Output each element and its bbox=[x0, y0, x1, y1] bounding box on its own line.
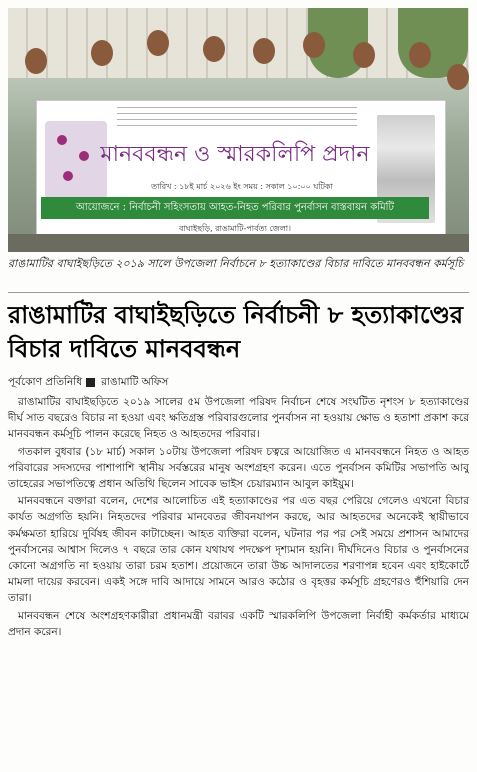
paragraph: মানববন্ধনে বক্তারা বলেন, দেশের আলোচিত এই হত্যাকাণ্ডের পর এত বছর পেরিয়ে গেলেও এখনো বিচার কার্যত অগ্রগতি হয়নি। নিহতদের পরিবার মানবেতর জীবনযাপন করছে, আর আহতদের অনেকেই স্থায়ীভাবে কর্মক্ষমতা হারিয়ে দুর্বিষহ জীবন কাটাচ্ছেন। আহত ব্যক্তিরা বলেন, ঘটনার পর পর সেই সময়ে প্রশাসন আমাদের পুনর্বাসনের আশ্বাস দিলেও ৭ বছরে তার কোন যথাযথ পদক্ষেপ দৃশ্যমান হয়নি। দীর্ঘদিনেও বিচার ও পুনর্বাসনের কোনো অগ্রগতি না হওয়ায় তারা চরম হতাশ। প্রয়োজনে তারা উচ্চ আদালতের শরণাপন্ন হবেন এবং হাইকোর্টে মামলা দায়ের করবেন। একই সঙ্গে দাবি আদায়ে সামনে আরও কঠোর ও বৃহত্তর কর্মসূচি গ্রহণেরও হুঁশিয়ারি দেন তারা। bbox=[8, 495, 469, 605]
banner-place: বাঘাইছড়ি, রাঙামাটি-পার্বত্য জেলা। bbox=[179, 224, 291, 233]
banner-header-text bbox=[117, 107, 357, 129]
paragraph: মানববন্ধন শেষে অংশগ্রহণকারীরা প্রধানমন্ত্রী বরাবর একটি স্মারকলিপি উপজেলা নির্বাহী কর্মকর্তার মাধ্যমে প্রদান করেন। bbox=[8, 609, 469, 638]
banner-date: তারিখ : ১৮ই মার্চ ২০২৬ ইং সময় : সকাল ১০:০০ ঘটিকা bbox=[151, 182, 333, 191]
paragraph: গতকাল বুধবার (১৮ মার্চ) সকাল ১০টায় উপজেলা পরিষদ চত্বরে আয়োজিত এ মানববন্ধনে নিহত ও আহত পরিবারের সদস্যদের পাশাপাশি স্থানীয় সর্বস্তরের মানুষ অংশগ্রহণ করেন। এতে পুনর্বাসন কমিটির সভাপতি আবু তাহেরের সভাপতিত্বে প্রধান অতিথি ছিলেন সাবেক ভাইস চেয়ারম্যান আবুল কাইয়ুম। bbox=[8, 445, 469, 491]
banner-artwork bbox=[45, 121, 107, 199]
photo-caption: রাঙামাটির বাঘাইছড়িতে ২০১৯ সালে উপজেলা নির্বাচনে ৮ হত্যাকাণ্ডের বিচার দাবিতে মানববন্ধন কর্মসূচি bbox=[8, 257, 464, 270]
reporter: পূর্বকোণ প্রতিনিধি bbox=[8, 376, 83, 388]
rally-photo bbox=[8, 8, 469, 252]
rally-banner bbox=[36, 100, 446, 244]
banner-title: মানববন্ধন ও স্মারকলিপি প্রদান bbox=[100, 142, 370, 167]
headline: রাঙামাটির বাঘাইছড়িতে নির্বাচনী ৮ হত্যাকাণ্ডের বিচার দাবিতে মানববন্ধন bbox=[8, 301, 464, 363]
article-body bbox=[8, 394, 469, 641]
divider bbox=[8, 292, 469, 293]
ground bbox=[8, 234, 469, 252]
office: রাঙামাটি অফিস bbox=[101, 376, 169, 388]
paragraph: রাঙামাটির বাঘাইছড়িতে ২০১৯ সালের ৫ম উপজেলা পরিষদ নির্বাচন শেষে সংঘটিত নৃশংস ৮ হত্যাকাণ্ডের দীর্ঘ সাত বছরেও বিচার না হওয়া এবং ক্ষতিগ্রস্ত পরিবারগুলোর পুনর্বাসন না হওয়ায় ক্ষোভ ও হতাশা প্রকাশ করে মানববন্ধন কর্মসূচি পালন করেছে নিহত ও আহতদের পরিবার। bbox=[8, 396, 469, 441]
byline bbox=[8, 374, 469, 390]
banner-organizer: আয়োজনে : নির্বাচনী সহিংসতায় আহত-নিহত পরিবার পুনর্বাসন বাস্তবায়ন কমিটি bbox=[41, 197, 429, 219]
square-bullet-icon bbox=[86, 378, 95, 387]
